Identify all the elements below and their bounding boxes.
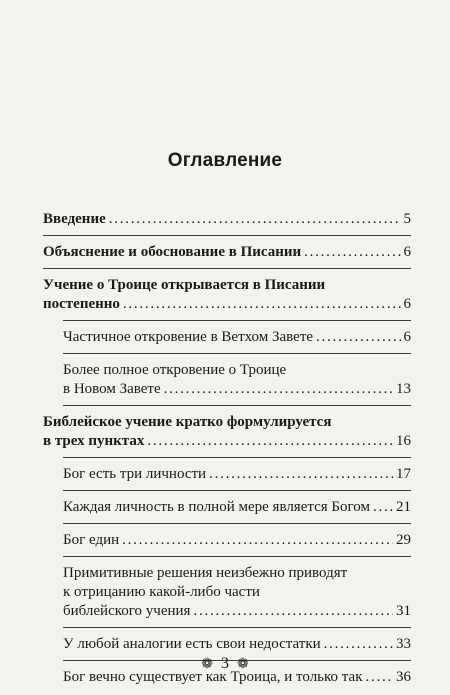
- dot-leader: [109, 210, 401, 229]
- toc-entry-title: Бог вечно существует как Троица, и только так: [63, 669, 363, 685]
- toc-entry-title: в Новом Завете: [63, 381, 161, 397]
- page-title: Оглавление: [167, 150, 283, 171]
- toc-page-number: 16: [396, 433, 411, 449]
- toc-entry-title-line: Более полное откровение о Троице: [63, 362, 287, 378]
- dot-leader: [373, 498, 393, 517]
- table-of-contents: [43, 210, 411, 687]
- toc-entry-title: постепенно: [43, 296, 120, 312]
- dot-leader: [193, 602, 393, 621]
- toc-entry[interactable]: [63, 328, 411, 347]
- toc-page-number: 6: [403, 244, 411, 260]
- toc-entry-title: Каждая личность в полной мере является Богом: [63, 499, 371, 515]
- toc-entry[interactable]: [63, 531, 411, 550]
- toc-entry[interactable]: [43, 243, 411, 262]
- separator-rule: [43, 235, 411, 236]
- page-number: 3: [221, 655, 229, 672]
- separator-rule: [63, 523, 411, 524]
- dot-leader: [304, 243, 400, 262]
- toc-entry-title: в трех пунктах: [43, 433, 145, 449]
- toc-entry-title: библейского учения: [63, 603, 191, 619]
- toc-page-number: 33: [396, 636, 411, 652]
- toc-page-number: 5: [403, 211, 411, 227]
- toc-entry[interactable]: [63, 498, 411, 517]
- separator-rule: [63, 320, 411, 321]
- toc-entry-title: Частичное откровение в Ветхом Завете: [63, 329, 314, 345]
- toc-entry-title-line: Учение о Троице открывается в Писании: [43, 277, 326, 293]
- toc-page-number: 6: [403, 329, 411, 345]
- toc-entry-title-line: Примитивные решения неизбежно приводят: [63, 565, 348, 581]
- separator-rule: [63, 490, 411, 491]
- toc-entry[interactable]: [63, 361, 411, 399]
- dot-leader: [324, 635, 393, 654]
- toc-entry-title: Введение: [43, 211, 106, 227]
- toc-entry[interactable]: [43, 413, 411, 451]
- dot-leader: [164, 380, 393, 399]
- toc-entry-title: У любой аналогии есть свои недостатки: [63, 636, 321, 652]
- toc-entry[interactable]: [63, 564, 411, 621]
- dot-leader: [122, 531, 393, 550]
- separator-rule: [63, 353, 411, 354]
- separator-rule: [63, 405, 411, 406]
- page-footer: [0, 655, 450, 673]
- toc-page-number: 17: [396, 466, 411, 482]
- toc-entry-title: Объяснение и обоснование в Писании: [43, 244, 302, 260]
- toc-page-number: 6: [403, 296, 411, 312]
- dot-leader: [147, 432, 393, 451]
- toc-entry-title: Бог един: [63, 532, 120, 548]
- toc-entry-title-line: к отрицанию какой-либо части: [63, 584, 260, 600]
- toc-entry-title: Бог есть три личности: [63, 466, 207, 482]
- toc-entry[interactable]: [63, 465, 411, 484]
- separator-rule: [43, 268, 411, 269]
- toc-page-number: 29: [396, 532, 411, 548]
- toc-entry[interactable]: [43, 276, 411, 314]
- toc-entry[interactable]: [43, 210, 411, 229]
- toc-page-number: 36: [396, 669, 411, 685]
- dot-leader: [123, 295, 401, 314]
- toc-page-number: 31: [396, 603, 411, 619]
- fleuron-icon: ❁: [237, 656, 249, 672]
- dot-leader: [209, 465, 393, 484]
- toc-entry[interactable]: [63, 635, 411, 654]
- toc-entry-title-line: Библейское учение кратко формулируется: [43, 414, 332, 430]
- separator-rule: [63, 556, 411, 557]
- separator-rule: [63, 457, 411, 458]
- toc-page-number: 21: [396, 499, 411, 515]
- dot-leader: [316, 328, 400, 347]
- toc-page-number: 13: [396, 381, 411, 397]
- separator-rule: [63, 627, 411, 628]
- fleuron-icon: ❁: [201, 656, 213, 672]
